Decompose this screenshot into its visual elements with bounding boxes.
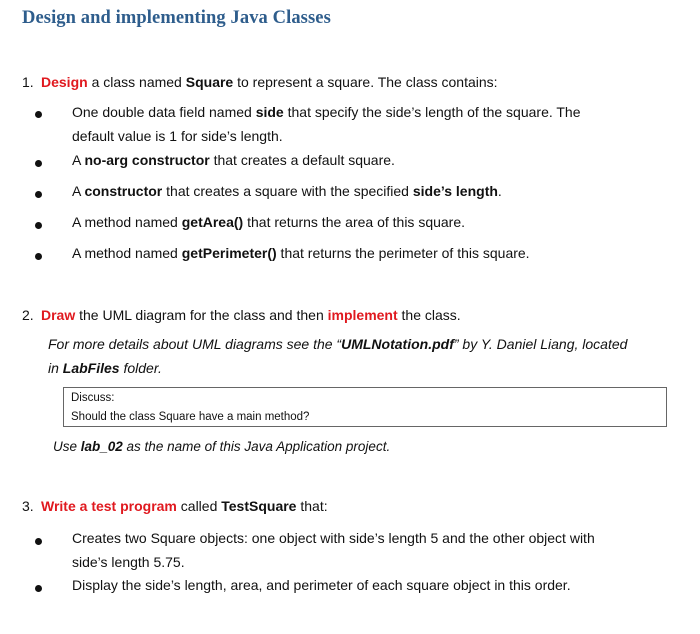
- note-text: ” by Y. Daniel Liang, located: [453, 336, 628, 352]
- section-1-text: a class named: [87, 74, 186, 90]
- note-text: as the name of this Java Application project.: [122, 439, 391, 454]
- list-item: [72, 245, 530, 261]
- write-test-program-keyword: Write a test program: [41, 498, 177, 514]
- item-text: that creates a square with the specified: [162, 183, 413, 199]
- note-text: folder.: [119, 360, 162, 376]
- section-3-text: called: [176, 498, 222, 514]
- list-item-continuation: default value is 1 for side’s length.: [72, 128, 283, 144]
- bullet-icon: [35, 222, 42, 229]
- no-arg-constructor-text: no-arg constructor: [84, 152, 210, 168]
- item-text: .: [497, 183, 502, 199]
- section-2-heading: [22, 307, 461, 323]
- note-text: Use: [53, 439, 81, 454]
- constructor-text: constructor: [84, 183, 163, 199]
- list-item: Creates two Square objects: one object with side’s length 5 and the other object with: [72, 530, 595, 546]
- list-item: [72, 152, 395, 168]
- item-text: that returns the perimeter of this square.: [276, 245, 530, 261]
- item-text: One double data field named: [72, 104, 256, 120]
- list-item: [72, 183, 502, 199]
- bullet-icon: [35, 160, 42, 167]
- section-1-number: 1.: [22, 74, 34, 90]
- section-3-text-end: that:: [296, 498, 328, 514]
- implement-keyword: implement: [327, 307, 398, 323]
- section-3-number: 3.: [22, 498, 34, 514]
- field-name-side: side: [255, 104, 284, 120]
- section-3-heading: [22, 498, 328, 514]
- bullet-icon: [35, 538, 42, 545]
- class-name-square: Square: [185, 74, 234, 90]
- list-item-continuation: side’s length 5.75.: [72, 554, 185, 570]
- list-item: Display the side’s length, area, and perimeter of each square object in this order.: [72, 577, 571, 593]
- list-item: [72, 214, 465, 230]
- item-text: A method named: [72, 214, 182, 230]
- note-text: in: [48, 360, 63, 376]
- discuss-label: Discuss:: [71, 392, 115, 404]
- test-class-name: TestSquare: [221, 498, 297, 514]
- note-text: For more details about UML diagrams see the “: [48, 336, 342, 352]
- list-item: [72, 104, 581, 120]
- uml-note: [48, 336, 627, 352]
- uml-notation-file: UMLNotation.pdf: [341, 336, 454, 352]
- uml-note-continuation: [48, 360, 162, 376]
- item-text: that creates a default square.: [209, 152, 395, 168]
- project-name: lab_02: [80, 439, 123, 454]
- section-2-text: the UML diagram for the class and then: [75, 307, 328, 323]
- labfiles-folder: LabFiles: [62, 360, 120, 376]
- discuss-question: Should the class Square have a main method?: [71, 411, 310, 423]
- sides-length-text: side’s length: [412, 183, 498, 199]
- method-getperimeter: getPerimeter(): [181, 245, 277, 261]
- item-text: that returns the area of this square.: [243, 214, 466, 230]
- design-keyword: Design: [41, 74, 88, 90]
- method-getarea: getArea(): [181, 214, 244, 230]
- section-2-number: 2.: [22, 307, 34, 323]
- draw-keyword: Draw: [41, 307, 76, 323]
- section-1-heading: [22, 74, 498, 90]
- page-title: Design and implementing Java Classes: [22, 8, 331, 28]
- bullet-icon: [35, 253, 42, 260]
- item-text: A: [72, 152, 85, 168]
- discuss-box: [63, 387, 667, 427]
- bullet-icon: [35, 585, 42, 592]
- item-text: that specify the side’s length of the square. The: [283, 104, 581, 120]
- project-name-note: [53, 439, 390, 454]
- item-text: A method named: [72, 245, 182, 261]
- bullet-icon: [35, 191, 42, 198]
- section-1-text-end: to represent a square. The class contains:: [233, 74, 498, 90]
- item-text: A: [72, 183, 85, 199]
- section-2-text-end: the class.: [397, 307, 461, 323]
- bullet-icon: [35, 111, 42, 118]
